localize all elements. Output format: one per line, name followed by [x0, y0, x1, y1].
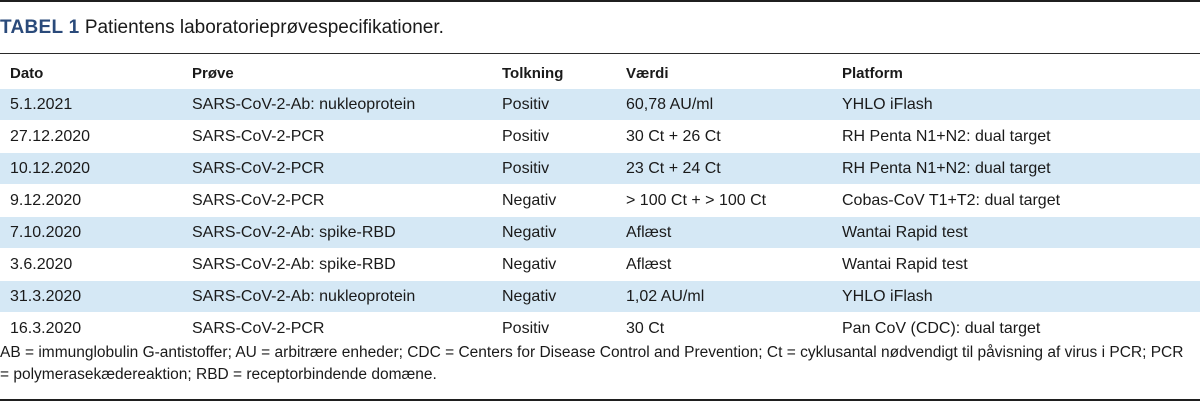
cell-vaerdi: Aflæst: [626, 217, 842, 249]
table-number-label: TABEL 1: [0, 17, 80, 38]
cell-platform: RH Penta N1+N2: dual target: [842, 121, 1200, 153]
table-title: [0, 16, 444, 40]
table-row: [0, 185, 1200, 217]
cell-tolkning: Positiv: [502, 89, 626, 121]
table-row: [0, 121, 1200, 153]
table-caption: Patientens laboratorieprøvespecifikationer.: [84, 17, 444, 38]
cell-tolkning: Positiv: [502, 313, 626, 345]
cell-tolkning: Negativ: [502, 185, 626, 217]
column-header-proeve: Prøve: [192, 65, 234, 82]
cell-dato: 5.1.2021: [0, 89, 192, 121]
cell-vaerdi: 23 Ct + 24 Ct: [626, 153, 842, 185]
column-header-platform: Platform: [842, 65, 903, 82]
cell-tolkning: Positiv: [502, 153, 626, 185]
table-row: [0, 89, 1200, 121]
column-header-vaerdi: Værdi: [626, 65, 669, 82]
cell-dato: 10.12.2020: [0, 153, 192, 185]
table-row: [0, 281, 1200, 313]
table-row: [0, 249, 1200, 281]
cell-vaerdi: Aflæst: [626, 249, 842, 281]
table-row: [0, 313, 1200, 345]
header-separator: [0, 53, 1200, 54]
cell-dato: 27.12.2020: [0, 121, 192, 153]
top-rule: [0, 0, 1200, 2]
cell-platform: Pan CoV (CDC): dual target: [842, 313, 1200, 345]
cell-tolkning: Positiv: [502, 121, 626, 153]
cell-proeve: SARS-CoV-2-PCR: [192, 313, 502, 345]
table-footnote: AB = immunglobulin G-antistoffer; AU = arbitrære enheder; CDC = Centers for Disease Control and Prevention; Ct = cyklusantal nødvendigt til påvisning af virus i PCR; PCR = polymerasekædereaktion; RBD = receptorbindende domæne.: [0, 344, 1184, 383]
column-header-dato: Dato: [10, 65, 44, 82]
cell-platform: Wantai Rapid test: [842, 249, 1200, 281]
cell-tolkning: Negativ: [502, 217, 626, 249]
cell-proeve: SARS-CoV-2-PCR: [192, 121, 502, 153]
cell-proeve: SARS-CoV-2-PCR: [192, 185, 502, 217]
cell-proeve: SARS-CoV-2-PCR: [192, 153, 502, 185]
cell-platform: YHLO iFlash: [842, 89, 1200, 121]
cell-platform: YHLO iFlash: [842, 281, 1200, 313]
cell-dato: 16.3.2020: [0, 313, 192, 345]
cell-proeve: SARS-CoV-2-Ab: spike-RBD: [192, 249, 502, 281]
cell-tolkning: Negativ: [502, 249, 626, 281]
cell-proeve: SARS-CoV-2-Ab: spike-RBD: [192, 217, 502, 249]
cell-dato: 3.6.2020: [0, 249, 192, 281]
cell-platform: Wantai Rapid test: [842, 217, 1200, 249]
bottom-rule: [0, 399, 1200, 401]
cell-proeve: SARS-CoV-2-Ab: nukleoprotein: [192, 281, 502, 313]
cell-dato: 7.10.2020: [0, 217, 192, 249]
table-row: [0, 217, 1200, 249]
cell-dato: 9.12.2020: [0, 185, 192, 217]
lab-results-table: [0, 58, 1200, 345]
cell-vaerdi: > 100 Ct + > 100 Ct: [626, 185, 842, 217]
cell-dato: 31.3.2020: [0, 281, 192, 313]
cell-tolkning: Negativ: [502, 281, 626, 313]
table-row: [0, 153, 1200, 185]
cell-vaerdi: 1,02 AU/ml: [626, 281, 842, 313]
column-header-tolkning: Tolkning: [502, 65, 564, 82]
cell-platform: Cobas-CoV T1+T2: dual target: [842, 185, 1200, 217]
cell-platform: RH Penta N1+N2: dual target: [842, 153, 1200, 185]
table-header-row: [0, 58, 1200, 89]
cell-proeve: SARS-CoV-2-Ab: nukleoprotein: [192, 89, 502, 121]
cell-vaerdi: 30 Ct + 26 Ct: [626, 121, 842, 153]
cell-vaerdi: 60,78 AU/ml: [626, 89, 842, 121]
cell-vaerdi: 30 Ct: [626, 313, 842, 345]
